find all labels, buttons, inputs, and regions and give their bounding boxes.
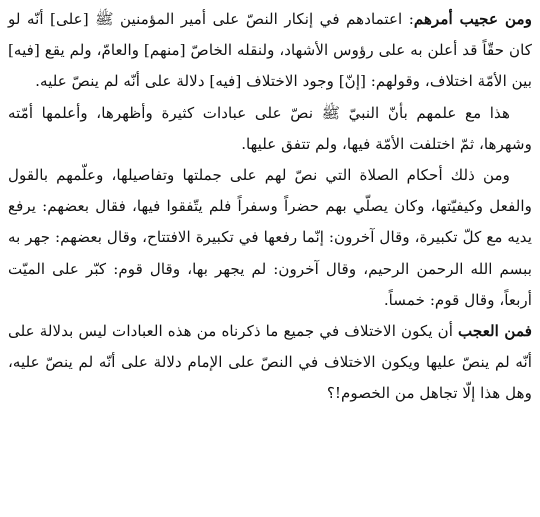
paragraph-4: [8, 316, 532, 410]
paragraph-3: [8, 160, 532, 316]
document-page: [8, 4, 532, 410]
paragraph-1-lead: ومن عجيب أمرهم: [413, 10, 532, 28]
paragraph-1: [8, 4, 532, 98]
paragraph-3-text: ومن ذلك أحكام الصلاة التي نصّ لهم على جملتها وتفاصيلها، وعلّمهم بالقول والفعل وكيفيّتها، وكان يصلّي بهم حضراً وسفراً فلم يتّفقوا فيها، فقال بعضهم: يرفع يديه مع كلّ تكبيرة، وقال آخرون: إنّما رفعها في تكبيرة الافتتاح، وقال بعضهم: جهر به ببسم الله الرحمن الرحيم، وقال آخرون: لم يجهر بها، وقال قوم: كبّر على الميّت أربعاً، وقال قوم: خمساً.: [8, 166, 532, 309]
paragraph-2-text: هذا مع علمهم بأنّ النبيّ ﷺ نصّ على عبادات كثيرة وأظهرها، وأعلمها أمّته وشهرها، ثمّ اختلفت الأمّة فيها، ولم تتفق عليها.: [8, 103, 532, 153]
paragraph-2: [8, 98, 532, 160]
paragraph-4-lead: فمن العجب: [458, 322, 532, 341]
paragraph-1-text: : اعتمادهم في إنكار النصّ على أمير المؤمنين ﷺ [على] أنّه لو كان حقّاً قد أعلن به على رؤوس الأشهاد، ولنقله الخاصّ [منهم] والعامّ، ولم يقع [فيه] بين الأمّة اختلاف، وقولهم: [إنّ] وجود الاختلاف [فيه] دلالة على أنّه لم ينصّ عليه.: [8, 10, 532, 91]
paragraph-4-text: أن يكون الاختلاف في جميع ما ذكرناه من هذه العبادات ليس بدلالة على أنّه لم ينصّ عليها ويكون الاختلاف في النصّ على الإمام دلالة على أنّه لم ينصّ عليه، وهل هذا إلّا تجاهل من الخصوم!؟: [8, 322, 532, 403]
